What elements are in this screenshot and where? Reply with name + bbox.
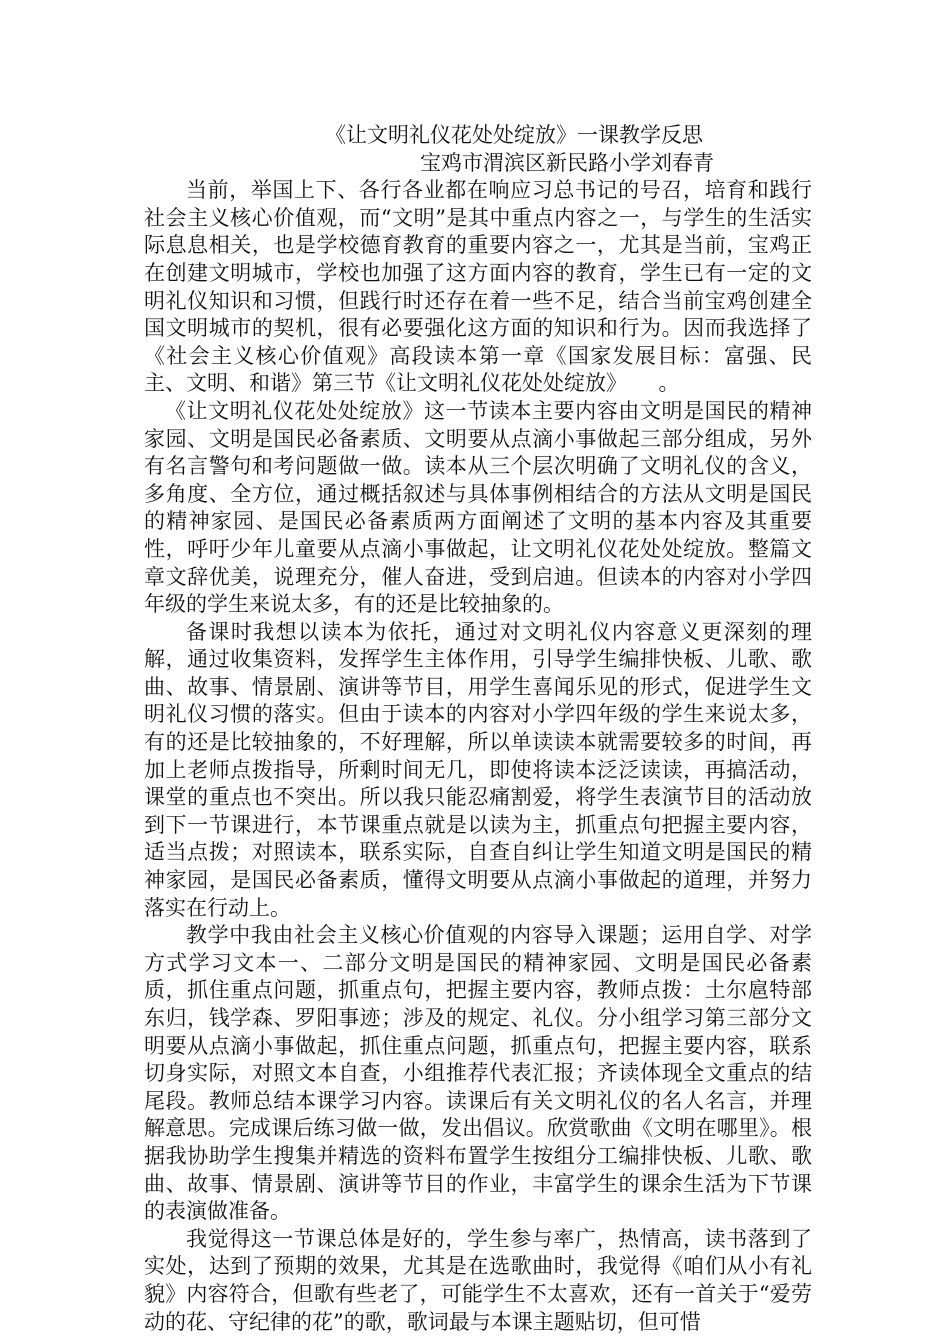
document-author: 宝鸡市渭滨区新民路小学刘春青: [420, 150, 714, 175]
paragraph-1: 当前，举国上下、各行各业都在响应习总书记的号召，培育和践行社会主义核心价值观，而“文明”是其中重点内容之一，与学生的生活实际息息相关，也是学校德育教育的重要内容之一，尤其是当前，宝鸡正在创建文明城市，学校也加强了这方面内容的教育，学生已有一定的文明礼仪知识和习惯，但践行时还存在着一些不足，结合当前宝鸡创建全国文明城市的契机，很有必要强化这方面的知识和行为。因而我选择了《社会主义核心价值观》高段读本第一章《国家发展目标：富强、民主、文明、和谐》第三节《让文明礼仪花处处绽放》 。: [144, 178, 812, 396]
paragraph-5: 我觉得这一节课总体是好的，学生参与率广，热情高，读书落到了实处，达到了预期的效果，尤其是在选歌曲时，我觉得《咱们从小有礼貌》内容符合，但歌有些老了，可能学生不太喜欢，还有一首关于“爱劳动的花、守纪律的花”的歌，歌词最与本课主题贴切，但可惜: [144, 1226, 812, 1334]
paragraph-4: 教学中我由社会主义核心价值观的内容导入课题；运用自学、对学方式学习文本一、二部分文明是国民的精神家园、文明是国民必备素质，抓住重点问题，抓重点句，把握主要内容，教师点拨：土尔扈特部东归，钱学森、罗阳事迹；涉及的规定、礼仪。分小组学习第三部分文明要从点滴小事做起，抓住重点问题，抓重点句，把握主要内容，联系切身实际，对照文本自查，小组推荐代表汇报；齐读体现全文重点的结尾段。教师总结本课学习内容。读课后有关文明礼仪的名人名言，并理解意思。完成课后练习做一做，发出倡议。欣赏歌曲《文明在哪里》。根据我协助学生搜集并精选的资料布置学生按组分工编排快板、儿歌、歌曲、故事、情景剧、演讲等节目的作业，丰富学生的课余生活为下节课的表演做准备。: [144, 923, 812, 1224]
document-title: 《让文明礼仪花处处绽放》一课教学反思: [325, 123, 703, 147]
document-body: [144, 122, 812, 1336]
paragraph-3: 备课时我想以读本为依托，通过对文明礼仪内容意义更深刻的理解，通过收集资料，发挥学生主体作用，引导学生编排快板、儿歌、歌曲、故事、情景剧、演讲等节目，用学生喜闻乐见的形式，促进学生文明礼仪习惯的落实。但由于读本的内容对小学四年级的学生来说太多，有的还是比较抽象的，不好理解，所以单读读本就需要较多的时间，再加上老师点拨指导，所剩时间无几，即使将读本泛泛读读，再搞活动，课堂的重点也不突出。所以我只能忍痛割爱，将学生表演节目的活动放到下一节课进行，本节课重点就是以读为主，抓重点句把握主要内容，适当点拨；对照读本，联系实际，自查自纠让学生知道文明是国民的精神家园，是国民必备素质，懂得文明要从点滴小事做起的道理，并努力落实在行动上。: [144, 619, 812, 920]
paragraph-2: 《让文明礼仪花处处绽放》这一节读本主要内容由文明是国民的精神家园、文明是国民必备素质、文明要从点滴小事做起三部分组成，另外有名言警句和考问题做一做。读本从三个层次明确了文明礼仪的含义，多角度、全方位，通过概括叙述与具体事例相结合的方法从文明是国民的精神家园、是国民必备素质两方面阐述了文明的基本内容及其重要性，呼吁少年儿童要从点滴小事做起，让文明礼仪花处处绽放。整篇文章文辞优美，说理充分，催人奋进，受到启迪。但读本的内容对小学四年级的学生来说太多，有的还是比较抽象的。: [144, 398, 812, 617]
